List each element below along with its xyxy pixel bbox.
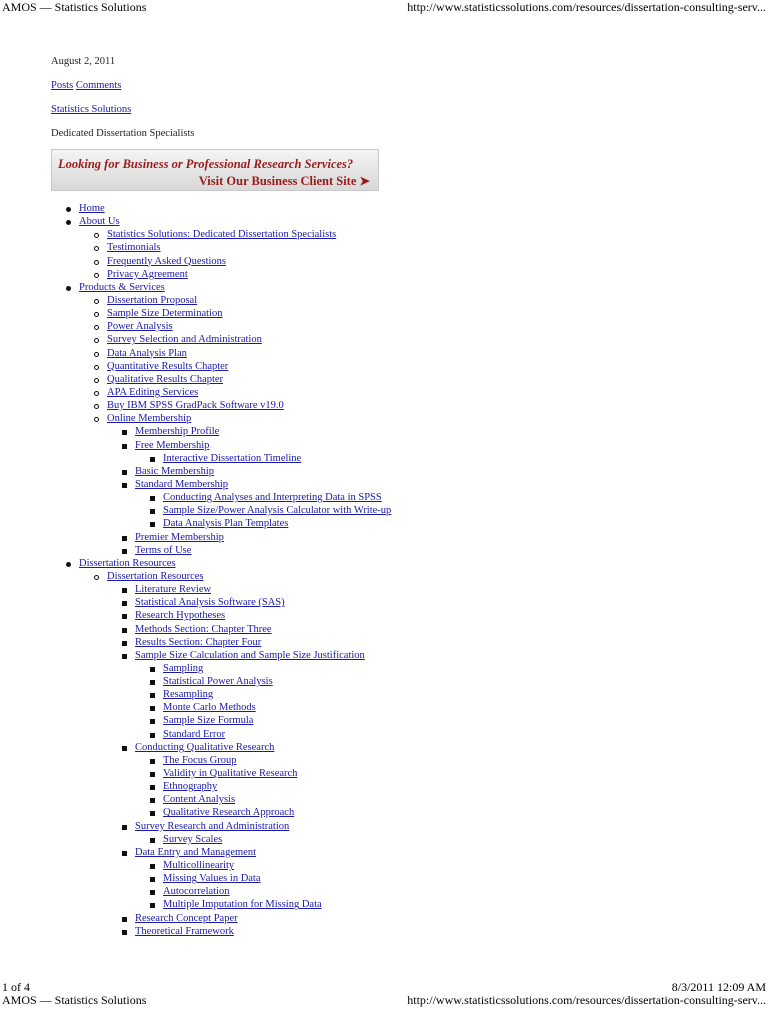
bullet-icon bbox=[150, 522, 155, 527]
bullet-icon bbox=[94, 325, 99, 330]
menu-item bbox=[51, 806, 751, 819]
bullet-icon bbox=[150, 759, 155, 764]
bullet-icon bbox=[150, 667, 155, 672]
menu-item bbox=[51, 859, 751, 872]
bullet-icon bbox=[66, 286, 71, 291]
banner-line2: Visit Our Business Client Site ➤ bbox=[198, 174, 370, 188]
menu-link[interactable]: Online Membership bbox=[107, 413, 192, 425]
bullet-icon bbox=[122, 825, 127, 830]
menu-item bbox=[51, 412, 751, 425]
bullet-icon bbox=[94, 246, 99, 251]
menu-link[interactable]: The Focus Group bbox=[163, 754, 237, 766]
menu-link[interactable]: Multiple Imputation for Missing Data bbox=[163, 899, 322, 911]
menu-link[interactable]: Standard Membership bbox=[135, 478, 229, 490]
menu-item bbox=[51, 662, 751, 675]
bullet-icon bbox=[122, 851, 127, 856]
menu-item bbox=[51, 885, 751, 898]
menu-link[interactable]: Statistical Power Analysis bbox=[163, 676, 273, 688]
menu-item bbox=[51, 846, 751, 859]
menu-link[interactable]: Multicollinearity bbox=[163, 860, 235, 872]
menu-item bbox=[51, 373, 751, 386]
bullet-icon bbox=[122, 917, 127, 922]
menu-item bbox=[51, 307, 751, 320]
bullet-icon bbox=[94, 378, 99, 383]
menu-link[interactable]: Survey Research and Administration bbox=[135, 820, 290, 832]
menu-item bbox=[51, 675, 751, 688]
menu-link[interactable]: Autocorrelation bbox=[163, 886, 230, 898]
menu-link[interactable]: Qualitative Research Approach bbox=[163, 807, 295, 819]
menu-link[interactable]: Ethnography bbox=[163, 781, 218, 793]
bullet-icon bbox=[122, 930, 127, 935]
bullet-icon bbox=[122, 483, 127, 488]
menu-item bbox=[51, 557, 751, 570]
bullet-icon bbox=[94, 273, 99, 278]
bullet-icon bbox=[150, 680, 155, 685]
menu-link[interactable]: Standard Error bbox=[163, 728, 226, 740]
bullet-icon bbox=[150, 890, 155, 895]
bullet-icon bbox=[94, 391, 99, 396]
menu-link[interactable]: Data Analysis Plan Templates bbox=[163, 518, 289, 530]
menu-item bbox=[51, 202, 751, 215]
bullet-icon bbox=[122, 746, 127, 751]
bullet-icon bbox=[66, 207, 71, 212]
menu-item bbox=[51, 360, 751, 373]
menu-link[interactable]: Privacy Agreement bbox=[107, 268, 188, 280]
menu-item bbox=[51, 728, 751, 741]
menu-item bbox=[51, 912, 751, 925]
print-footer-datetime: 8/3/2011 12:09 AM bbox=[671, 980, 766, 994]
print-footer-page: 1 of 4 bbox=[2, 980, 30, 994]
bullet-icon bbox=[94, 365, 99, 370]
site-tagline: Dedicated Dissertation Specialists bbox=[51, 128, 195, 139]
menu-item bbox=[51, 701, 751, 714]
bullet-icon bbox=[150, 457, 155, 462]
bullet-icon bbox=[94, 233, 99, 238]
posts-link[interactable]: Posts bbox=[51, 80, 74, 91]
business-client-banner[interactable] bbox=[51, 149, 379, 191]
bullet-icon bbox=[122, 588, 127, 593]
menu-link[interactable]: Research Hypotheses bbox=[135, 610, 226, 622]
menu-link[interactable]: Home bbox=[79, 203, 105, 214]
menu-item bbox=[51, 399, 751, 412]
bullet-icon bbox=[122, 614, 127, 619]
menu-item bbox=[51, 688, 751, 701]
menu-link[interactable]: Survey Selection and Administration bbox=[107, 334, 262, 346]
site-title-link[interactable]: Statistics Solutions bbox=[51, 104, 132, 115]
menu-item bbox=[51, 268, 751, 281]
banner-line1: Looking for Business or Professional Research Services? bbox=[58, 157, 354, 171]
menu-item bbox=[51, 741, 751, 754]
menu-item bbox=[51, 925, 751, 938]
menu-item bbox=[51, 386, 751, 399]
menu-item bbox=[51, 636, 751, 649]
menu-item bbox=[51, 504, 751, 517]
bullet-icon bbox=[66, 562, 71, 567]
menu-item bbox=[51, 255, 751, 268]
menu-item bbox=[51, 517, 751, 530]
print-header bbox=[0, 0, 768, 14]
bullet-icon bbox=[122, 601, 127, 606]
print-header-url: http://www.statisticssolutions.com/resources/dissertation-consulting-serv... bbox=[407, 0, 766, 14]
menu-link[interactable]: Interactive Dissertation Timeline bbox=[163, 452, 302, 464]
bullet-icon bbox=[150, 864, 155, 869]
menu-link[interactable]: Results Section: Chapter Four bbox=[135, 636, 262, 648]
menu-link[interactable]: Data Entry and Management bbox=[135, 846, 256, 858]
menu-item bbox=[51, 491, 751, 504]
bullet-icon bbox=[150, 772, 155, 777]
menu-item bbox=[51, 320, 751, 333]
bullet-icon bbox=[94, 338, 99, 343]
site-navigation bbox=[51, 202, 751, 938]
menu-item bbox=[51, 452, 751, 465]
menu-link[interactable]: Free Membership bbox=[135, 439, 210, 451]
bullet-icon bbox=[122, 654, 127, 659]
menu-link[interactable]: APA Editing Services bbox=[107, 386, 199, 398]
menu-item bbox=[51, 583, 751, 596]
menu-item bbox=[51, 596, 751, 609]
menu-item bbox=[51, 281, 751, 294]
menu-link[interactable]: Theoretical Framework bbox=[135, 925, 234, 937]
menu-item bbox=[51, 754, 751, 767]
menu-link[interactable]: Sampling bbox=[163, 662, 204, 674]
menu-item bbox=[51, 820, 751, 833]
menu-item bbox=[51, 570, 751, 583]
print-footer-url: http://www.statisticssolutions.com/resources/dissertation-consulting-serv... bbox=[407, 993, 766, 1007]
menu-item bbox=[51, 898, 751, 911]
site-title bbox=[51, 103, 751, 117]
menu-link[interactable]: Frequently Asked Questions bbox=[107, 255, 226, 267]
menu-item bbox=[51, 531, 751, 544]
menu-link[interactable]: Qualitative Results Chapter bbox=[107, 373, 224, 385]
bullet-icon bbox=[150, 838, 155, 843]
bullet-icon bbox=[150, 706, 155, 711]
menu-link[interactable]: Methods Section: Chapter Three bbox=[135, 623, 272, 635]
bullet-icon bbox=[150, 798, 155, 803]
bullet-icon bbox=[150, 785, 155, 790]
menu-link[interactable]: Sample Size Calculation and Sample Size Justification bbox=[135, 649, 365, 661]
bullet-icon bbox=[94, 404, 99, 409]
menu-item bbox=[51, 439, 751, 452]
menu-link[interactable]: Sample Size Determination bbox=[107, 308, 223, 320]
bullet-icon bbox=[122, 444, 127, 449]
menu-link[interactable]: Products & Services bbox=[79, 281, 165, 293]
print-footer-secondary bbox=[0, 993, 768, 1007]
menu-link[interactable]: Literature Review bbox=[135, 584, 212, 596]
menu-link[interactable]: Validity in Qualitative Research bbox=[163, 768, 298, 780]
menu-link[interactable]: Research Concept Paper bbox=[135, 912, 238, 924]
menu-item bbox=[51, 872, 751, 885]
menu-link[interactable]: Testimonials bbox=[107, 242, 161, 254]
menu-link[interactable]: Dissertation Resources bbox=[79, 557, 176, 569]
menu-item bbox=[51, 544, 751, 557]
menu-link[interactable]: Membership Profile bbox=[135, 426, 220, 438]
menu-link[interactable]: Missing Values in Data bbox=[163, 873, 261, 885]
menu-item bbox=[51, 793, 751, 806]
bullet-icon bbox=[150, 693, 155, 698]
bullet-icon bbox=[122, 641, 127, 646]
bullet-icon bbox=[66, 220, 71, 225]
menu-item bbox=[51, 294, 751, 307]
bullet-icon bbox=[122, 430, 127, 435]
bullet-icon bbox=[94, 260, 99, 265]
menu-link[interactable]: Data Analysis Plan bbox=[107, 347, 187, 359]
menu-link[interactable]: Buy IBM SPSS GradPack Software v19.0 bbox=[107, 400, 284, 412]
menu-item bbox=[51, 333, 751, 346]
menu-item bbox=[51, 833, 751, 846]
bullet-icon bbox=[122, 470, 127, 475]
menu-item bbox=[51, 425, 751, 438]
menu-item bbox=[51, 241, 751, 254]
menu-link[interactable]: Survey Scales bbox=[163, 833, 223, 845]
bullet-icon bbox=[122, 549, 127, 554]
menu-link[interactable]: Conducting Analyses and Interpreting Data in SPSS bbox=[163, 492, 382, 504]
page-content bbox=[51, 55, 751, 938]
bullet-icon bbox=[150, 877, 155, 882]
bullet-icon bbox=[94, 417, 99, 422]
bullet-icon bbox=[150, 733, 155, 738]
bullet-icon bbox=[94, 299, 99, 304]
menu-item bbox=[51, 780, 751, 793]
menu-link[interactable]: Dissertation Proposal bbox=[107, 294, 198, 306]
print-footer bbox=[0, 980, 768, 994]
menu-link[interactable]: Statistics Solutions: Dedicated Dissertation Specialists bbox=[107, 229, 337, 241]
menu-item bbox=[51, 478, 751, 491]
menu-item bbox=[51, 347, 751, 360]
bullet-icon bbox=[94, 575, 99, 580]
menu-item bbox=[51, 714, 751, 727]
menu-item bbox=[51, 609, 751, 622]
menu-link[interactable]: Sample Size Formula bbox=[163, 715, 254, 727]
menu-item bbox=[51, 228, 751, 241]
bullet-icon bbox=[150, 903, 155, 908]
menu-link[interactable]: Conducting Qualitative Research bbox=[135, 741, 275, 753]
menu-link[interactable]: Basic Membership bbox=[135, 465, 215, 477]
print-header-title: AMOS — Statistics Solutions bbox=[2, 0, 147, 14]
post-date: August 2, 2011 bbox=[51, 56, 116, 67]
bullet-icon bbox=[122, 628, 127, 633]
menu-item bbox=[51, 649, 751, 662]
nav-menu bbox=[51, 202, 751, 938]
menu-link[interactable]: Premier Membership bbox=[135, 531, 224, 543]
comments-link[interactable]: Comments bbox=[75, 80, 122, 91]
bullet-icon bbox=[150, 811, 155, 816]
menu-item bbox=[51, 623, 751, 636]
bullet-icon bbox=[94, 312, 99, 317]
bullet-icon bbox=[150, 719, 155, 724]
menu-link[interactable]: Quantitative Results Chapter bbox=[107, 360, 229, 372]
bullet-icon bbox=[94, 352, 99, 357]
bullet-icon bbox=[150, 496, 155, 501]
menu-link[interactable]: Terms of Use bbox=[135, 544, 192, 556]
menu-item bbox=[51, 767, 751, 780]
print-footer-title: AMOS — Statistics Solutions bbox=[2, 993, 147, 1007]
menu-item bbox=[51, 465, 751, 478]
bullet-icon bbox=[122, 536, 127, 541]
bullet-icon bbox=[150, 509, 155, 514]
menu-item bbox=[51, 215, 751, 228]
menu-link[interactable]: Power Analysis bbox=[107, 321, 173, 333]
menu-link[interactable]: Content Analysis bbox=[163, 794, 236, 806]
menu-link[interactable]: About Us bbox=[79, 216, 120, 228]
menu-link[interactable]: Resampling bbox=[163, 689, 214, 701]
menu-link[interactable]: Statistical Analysis Software (SAS) bbox=[135, 597, 285, 609]
feed-links bbox=[51, 79, 751, 93]
menu-link[interactable]: Dissertation Resources bbox=[107, 570, 204, 582]
menu-link[interactable]: Monte Carlo Methods bbox=[163, 702, 256, 714]
menu-link[interactable]: Sample Size/Power Analysis Calculator with Write-up bbox=[163, 505, 392, 517]
